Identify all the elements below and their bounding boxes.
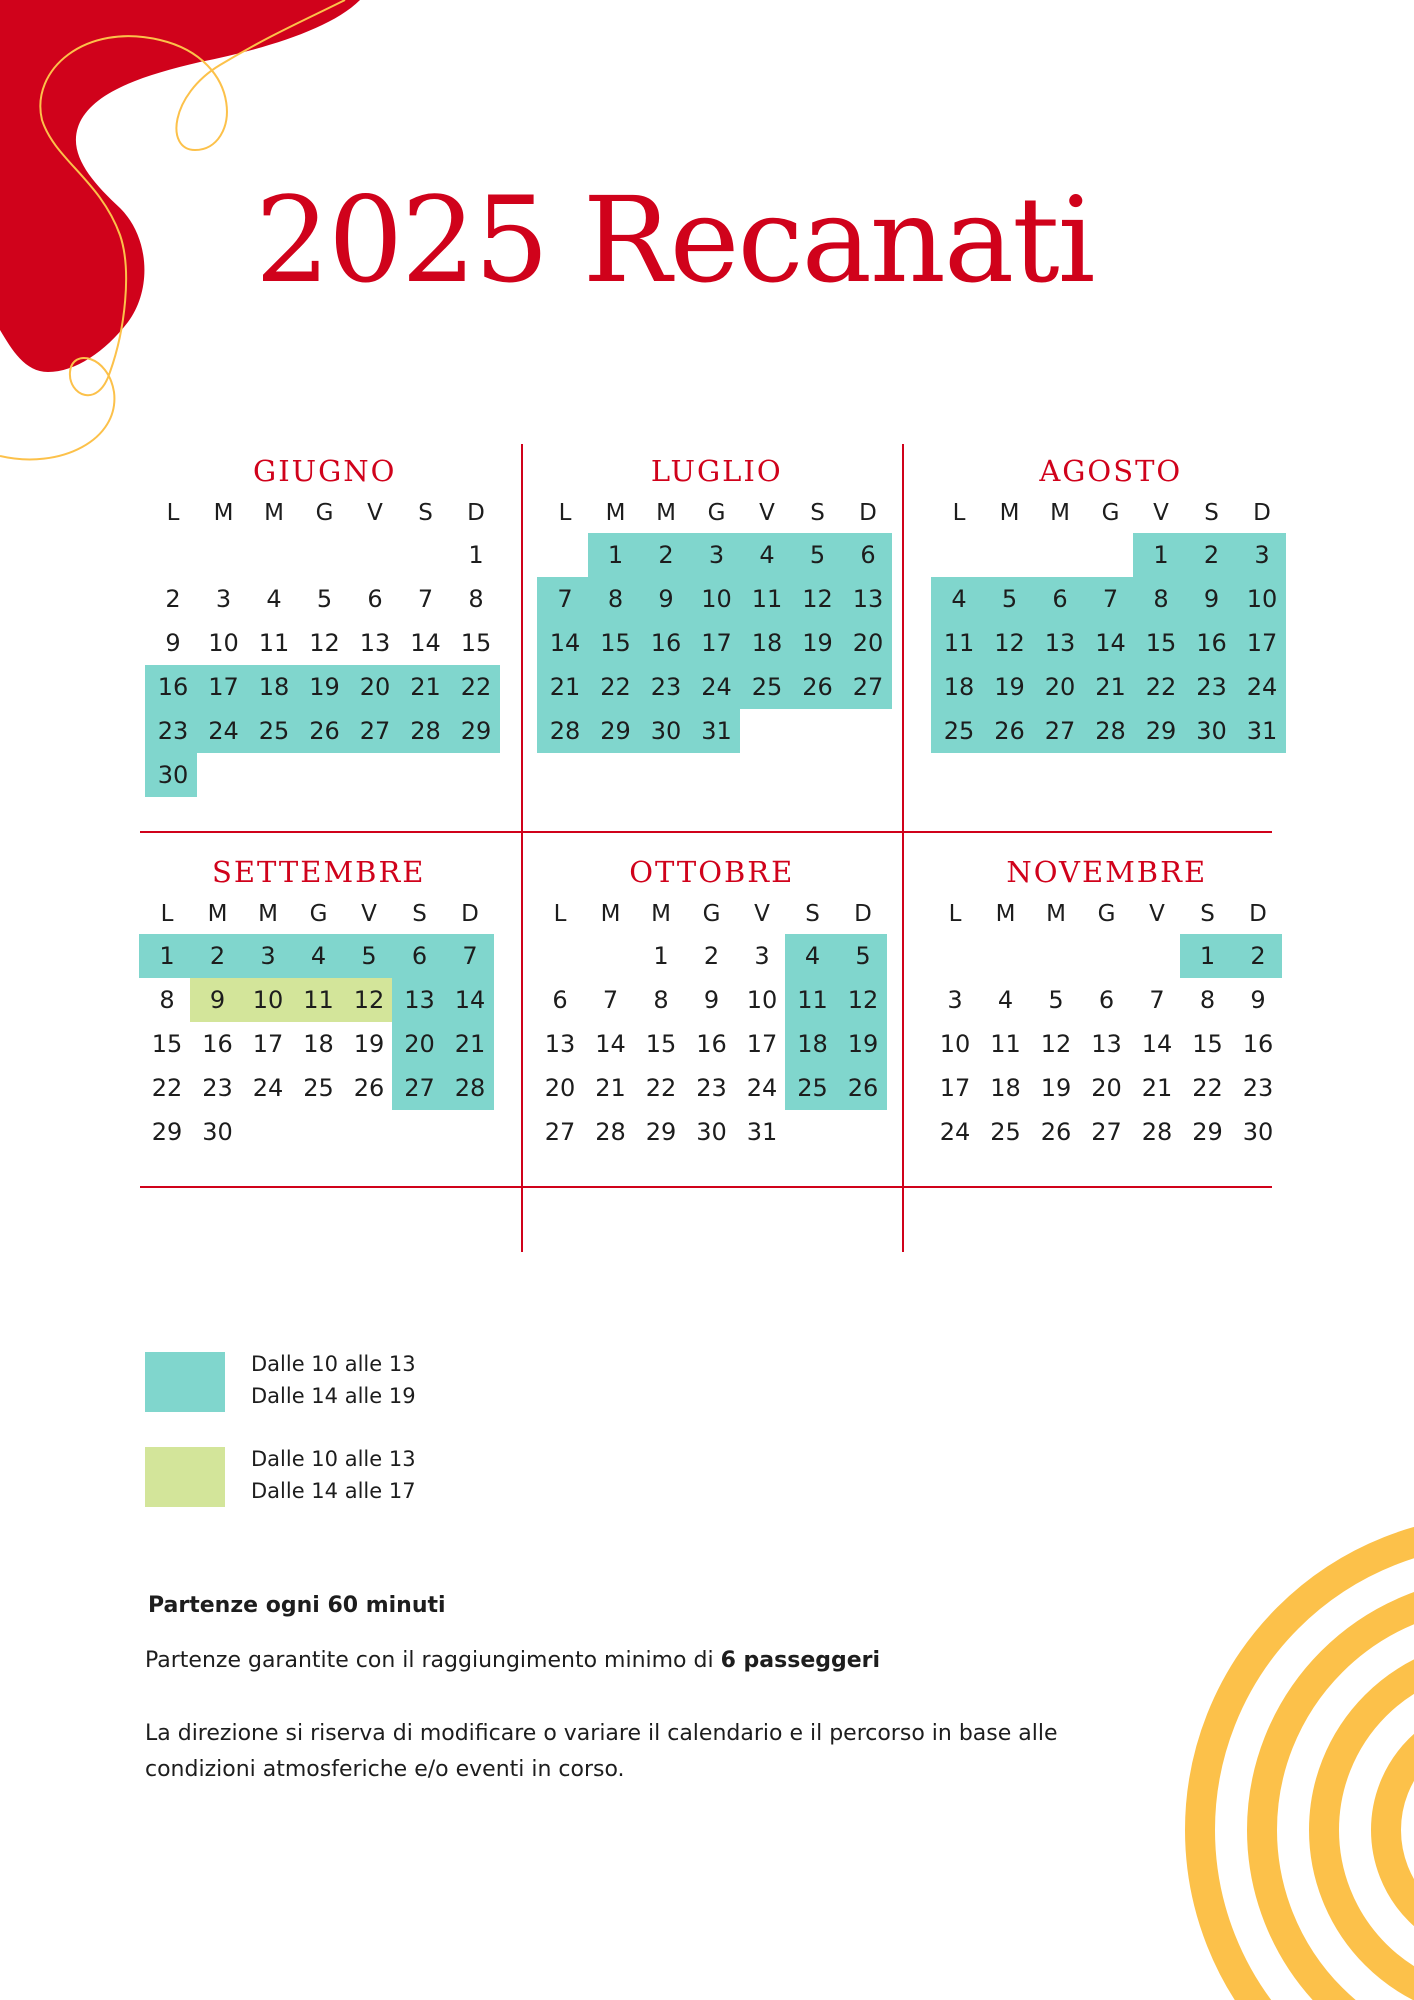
day-cell: 14 [454,986,486,1014]
weekday-label: D [1249,901,1267,927]
day-cell: 21 [1141,1074,1173,1102]
day-cell: 22 [460,673,492,701]
legend-teal-line1: Dalle 10 alle 13 [251,1352,416,1376]
legend-teal-line2: Dalle 14 alle 19 [251,1384,416,1408]
day-cell: 28 [1095,717,1126,745]
day-cell: 5 [1048,986,1064,1014]
day-cell: 10 [939,1030,971,1058]
day-cell: 24 [746,1074,778,1102]
legend-swatch-teal [145,1352,225,1412]
day-cell: 13 [359,629,391,657]
day-cell: 10 [1246,585,1278,613]
weekday-label: D [1253,500,1271,526]
day-cell: 22 [1192,1074,1223,1102]
day-cell: 6 [1052,585,1068,613]
weekday-label: L [160,901,174,927]
day-cell: 27 [544,1118,576,1146]
day-cell: 18 [751,629,783,657]
day-cell: 16 [202,1030,233,1058]
weekday-label: S [805,901,820,927]
weekday-label: M [1050,500,1070,526]
day-cell: 26 [994,717,1025,745]
weekday-label: S [1204,500,1219,526]
day-cell: 30 [1196,717,1227,745]
month-name: OTTOBRE [629,855,795,889]
day-cell: 16 [157,673,189,701]
day-cell: 30 [202,1118,233,1146]
day-cell: 11 [943,629,975,657]
weekday-label: V [361,901,377,927]
day-cell: 14 [595,1030,626,1058]
day-cell: 18 [303,1030,334,1058]
day-cell: 24 [252,1074,284,1102]
day-cell: 15 [645,1030,677,1058]
day-cell: 3 [947,986,963,1014]
weekday-label: V [1153,500,1169,526]
day-cell: 7 [602,986,619,1014]
legend-lime-line1: Dalle 10 alle 13 [251,1447,416,1471]
page-title: 2025 Recanati [255,171,1094,309]
day-cell: 31 [701,717,732,745]
day-cell: 25 [303,1074,334,1102]
day-cell: 9 [209,986,226,1014]
day-cell: 5 [316,585,333,613]
day-cell: 6 [552,986,568,1014]
day-cell: 5 [1001,585,1018,613]
day-cell: 4 [759,541,775,569]
month-name: SETTEMBRE [212,855,426,889]
day-cell: 4 [804,942,821,970]
day-cell: 13 [404,986,435,1014]
weekday-label: D [461,901,479,927]
grid-divider-horizontal-bottom [140,1186,1272,1188]
day-cell: 21 [1095,673,1126,701]
day-cell: 12 [353,986,385,1014]
day-cell: 12 [309,629,340,657]
day-cell: 23 [650,673,682,701]
day-cell: 17 [1246,629,1278,657]
weekday-label: D [467,500,485,526]
day-cell: 17 [701,629,732,657]
day-cell: 7 [1102,585,1119,613]
day-cell: 2 [658,541,674,569]
day-cell: 21 [410,673,441,701]
day-cell: 13 [544,1030,576,1058]
day-cell: 18 [943,673,975,701]
weekday-label: G [702,901,721,927]
day-cell: 24 [208,717,239,745]
weekday-label: L [553,901,567,927]
day-cell: 18 [258,673,290,701]
day-cell: 19 [353,1030,385,1058]
day-cell: 31 [1246,717,1278,745]
day-cell: 2 [1203,541,1220,569]
day-cell: 8 [653,986,669,1014]
day-cell: 13 [852,585,884,613]
day-cell: 12 [847,986,879,1014]
weekday-label: M [605,500,626,526]
day-cell: 31 [746,1118,778,1146]
month-name: GIUGNO [253,454,397,488]
weekday-label: V [1149,901,1165,927]
day-cell: 6 [860,541,876,569]
weekday-label: M [207,901,228,927]
day-cell: 1 [607,541,624,569]
weekday-label: M [264,500,284,526]
day-cell: 20 [544,1074,576,1102]
day-cell: 14 [1141,1030,1173,1058]
day-cell: 20 [1091,1074,1122,1102]
weekday-label: S [1200,901,1215,927]
month-name: AGOSTO [1039,454,1183,488]
day-cell: 2 [703,942,720,970]
day-cell: 9 [1250,986,1266,1014]
day-cell: 14 [1095,629,1126,657]
day-cell: 8 [1199,986,1216,1014]
day-cell: 24 [701,673,732,701]
day-cell: 23 [157,717,189,745]
day-cell: 20 [404,1030,435,1058]
day-cell: 25 [258,717,290,745]
day-cell: 24 [939,1118,971,1146]
day-cell: 24 [1246,673,1278,701]
day-cell: 27 [359,717,391,745]
day-cell: 11 [797,986,828,1014]
day-cell: 4 [266,585,282,613]
day-cell: 19 [1040,1074,1072,1102]
day-cell: 19 [994,673,1025,701]
day-cell: 8 [607,585,624,613]
disclaimer-note [145,1716,1058,1788]
day-cell: 3 [754,942,770,970]
guarantee-note-text: Partenze garantite con il raggiungimento minimo di [145,1648,721,1673]
day-cell: 19 [309,673,340,701]
day-cell: 26 [802,673,833,701]
day-cell: 2 [1250,942,1266,970]
day-cell: 28 [410,717,441,745]
day-cell: 22 [600,673,631,701]
day-cell: 26 [1040,1118,1072,1146]
weekday-label: S [412,901,427,927]
legend-lime-line2: Dalle 14 alle 17 [251,1479,416,1503]
day-cell: 18 [990,1074,1021,1102]
day-cell: 9 [165,629,181,657]
weekday-label: M [656,500,676,526]
day-cell: 20 [852,629,884,657]
day-cell: 30 [157,761,189,789]
weekday-label: G [707,500,726,526]
day-cell: 15 [1192,1030,1223,1058]
weekday-label: V [759,500,775,526]
day-cell: 5 [361,942,377,970]
weekday-label: L [166,500,180,526]
day-cell: 9 [658,585,674,613]
weekday-label: G [315,500,334,526]
day-cell: 27 [1091,1118,1122,1146]
day-cell: 8 [1153,585,1169,613]
day-cell: 21 [454,1030,486,1058]
day-cell: 1 [468,541,484,569]
month-name: NOVEMBRE [1006,855,1208,889]
day-cell: 4 [310,942,327,970]
day-cell: 8 [159,986,175,1014]
day-cell: 21 [549,673,581,701]
day-cell: 16 [1196,629,1227,657]
day-cell: 17 [939,1074,971,1102]
day-cell: 22 [151,1074,183,1102]
weekday-label: M [1046,901,1066,927]
disclaimer-line-2: condizioni atmosferiche e/o eventi in corso. [145,1757,625,1782]
departures-frequency [148,1588,446,1624]
legend-text-lime [251,1443,416,1507]
day-cell: 1 [653,942,669,970]
day-cell: 25 [797,1074,828,1102]
day-cell: 27 [404,1074,435,1102]
guarantee-note [145,1643,880,1679]
day-cell: 16 [1242,1030,1274,1058]
day-cell: 15 [1145,629,1177,657]
day-cell: 14 [549,629,581,657]
day-cell: 19 [802,629,833,657]
day-cell: 30 [1242,1118,1274,1146]
day-cell: 6 [411,942,428,970]
weekday-label: S [418,500,433,526]
day-cell: 3 [1254,541,1270,569]
day-cell: 3 [708,541,725,569]
day-cell: 29 [151,1118,183,1146]
day-cell: 6 [367,585,383,613]
day-cell: 22 [645,1074,677,1102]
weekday-label: M [999,500,1020,526]
month-name: LUGLIO [650,454,783,488]
day-cell: 15 [460,629,492,657]
day-cell: 10 [252,986,284,1014]
day-cell: 2 [209,942,226,970]
day-cell: 12 [1040,1030,1072,1058]
weekday-label: V [754,901,770,927]
day-cell: 2 [165,585,181,613]
day-cell: 16 [650,629,682,657]
legend-swatch-lime [145,1447,225,1507]
weekday-label: L [948,901,962,927]
day-cell: 13 [1044,629,1076,657]
day-cell: 7 [1149,986,1165,1014]
weekday-label: M [213,500,234,526]
day-cell: 10 [746,986,778,1014]
day-cell: 11 [258,629,290,657]
day-cell: 4 [997,986,1014,1014]
guarantee-minimum: 6 passeggeri [720,1648,881,1673]
day-cell: 29 [1145,717,1177,745]
day-cell: 10 [701,585,732,613]
day-cell: 30 [650,717,682,745]
day-cell: 30 [696,1118,727,1146]
day-cell: 16 [696,1030,727,1058]
day-cell: 23 [696,1074,727,1102]
weekday-label: V [367,500,383,526]
day-cell: 22 [1145,673,1177,701]
day-cell: 28 [1141,1118,1173,1146]
day-cell: 25 [751,673,783,701]
weekday-label: G [1101,500,1120,526]
weekday-label: D [854,901,872,927]
weekday-label: M [995,901,1016,927]
day-cell: 15 [151,1030,183,1058]
day-cell: 9 [1203,585,1220,613]
day-cell: 6 [1098,986,1115,1014]
day-cell: 26 [309,717,340,745]
day-cell: 21 [595,1074,626,1102]
weekday-label: S [810,500,825,526]
day-cell: 12 [802,585,833,613]
day-cell: 28 [595,1118,626,1146]
weekday-label: M [258,901,278,927]
day-cell: 29 [600,717,631,745]
grid-divider-vertical-left [521,444,523,1252]
day-cell: 1 [1153,541,1169,569]
day-cell: 1 [159,942,175,970]
weekday-label: L [952,500,966,526]
day-cell: 11 [303,986,334,1014]
day-cell: 23 [202,1074,233,1102]
day-cell: 17 [208,673,239,701]
day-cell: 20 [359,673,391,701]
day-cell: 28 [454,1074,486,1102]
day-cell: 7 [557,585,573,613]
day-cell: 3 [260,942,276,970]
day-cell: 26 [353,1074,385,1102]
day-cell: 3 [215,585,232,613]
departures-frequency-text: Partenze ogni 60 minuti [148,1593,446,1618]
weekday-label: G [1097,901,1116,927]
day-cell: 11 [990,1030,1021,1058]
weekday-label: G [309,901,328,927]
day-cell: 29 [460,717,492,745]
day-cell: 29 [1192,1118,1223,1146]
day-cell: 15 [600,629,631,657]
grid-divider-horizontal-middle [140,831,1272,833]
day-cell: 11 [751,585,783,613]
day-cell: 7 [417,585,434,613]
legend-text-teal [251,1348,416,1412]
day-cell: 9 [703,986,720,1014]
day-cell: 19 [847,1030,879,1058]
day-cell: 26 [847,1074,879,1102]
day-cell: 25 [990,1118,1021,1146]
day-cell: 23 [1196,673,1227,701]
disclaimer-line-1: La direzione si riserva di modificare o variare il calendario e il percorso in base alle [145,1721,1058,1746]
day-cell: 25 [943,717,975,745]
weekday-label: M [651,901,671,927]
weekday-label: M [600,901,621,927]
day-cell: 7 [462,942,478,970]
day-cell: 5 [855,942,871,970]
day-cell: 17 [252,1030,284,1058]
day-cell: 14 [410,629,441,657]
day-cell: 28 [549,717,581,745]
weekday-label: D [859,500,877,526]
day-cell: 18 [797,1030,828,1058]
day-cell: 29 [645,1118,677,1146]
day-cell: 27 [1044,717,1076,745]
day-cell: 1 [1199,942,1216,970]
day-cell: 17 [746,1030,778,1058]
day-cell: 8 [468,585,484,613]
day-cell: 10 [208,629,239,657]
weekday-label: L [558,500,572,526]
day-cell: 5 [809,541,826,569]
day-cell: 13 [1091,1030,1122,1058]
day-cell: 27 [852,673,884,701]
day-cell: 4 [951,585,967,613]
day-cell: 20 [1044,673,1076,701]
day-cell: 23 [1242,1074,1274,1102]
gold-rings-decoration [1170,1490,1414,2000]
day-cell: 12 [994,629,1025,657]
grid-divider-vertical-right [902,444,904,1252]
